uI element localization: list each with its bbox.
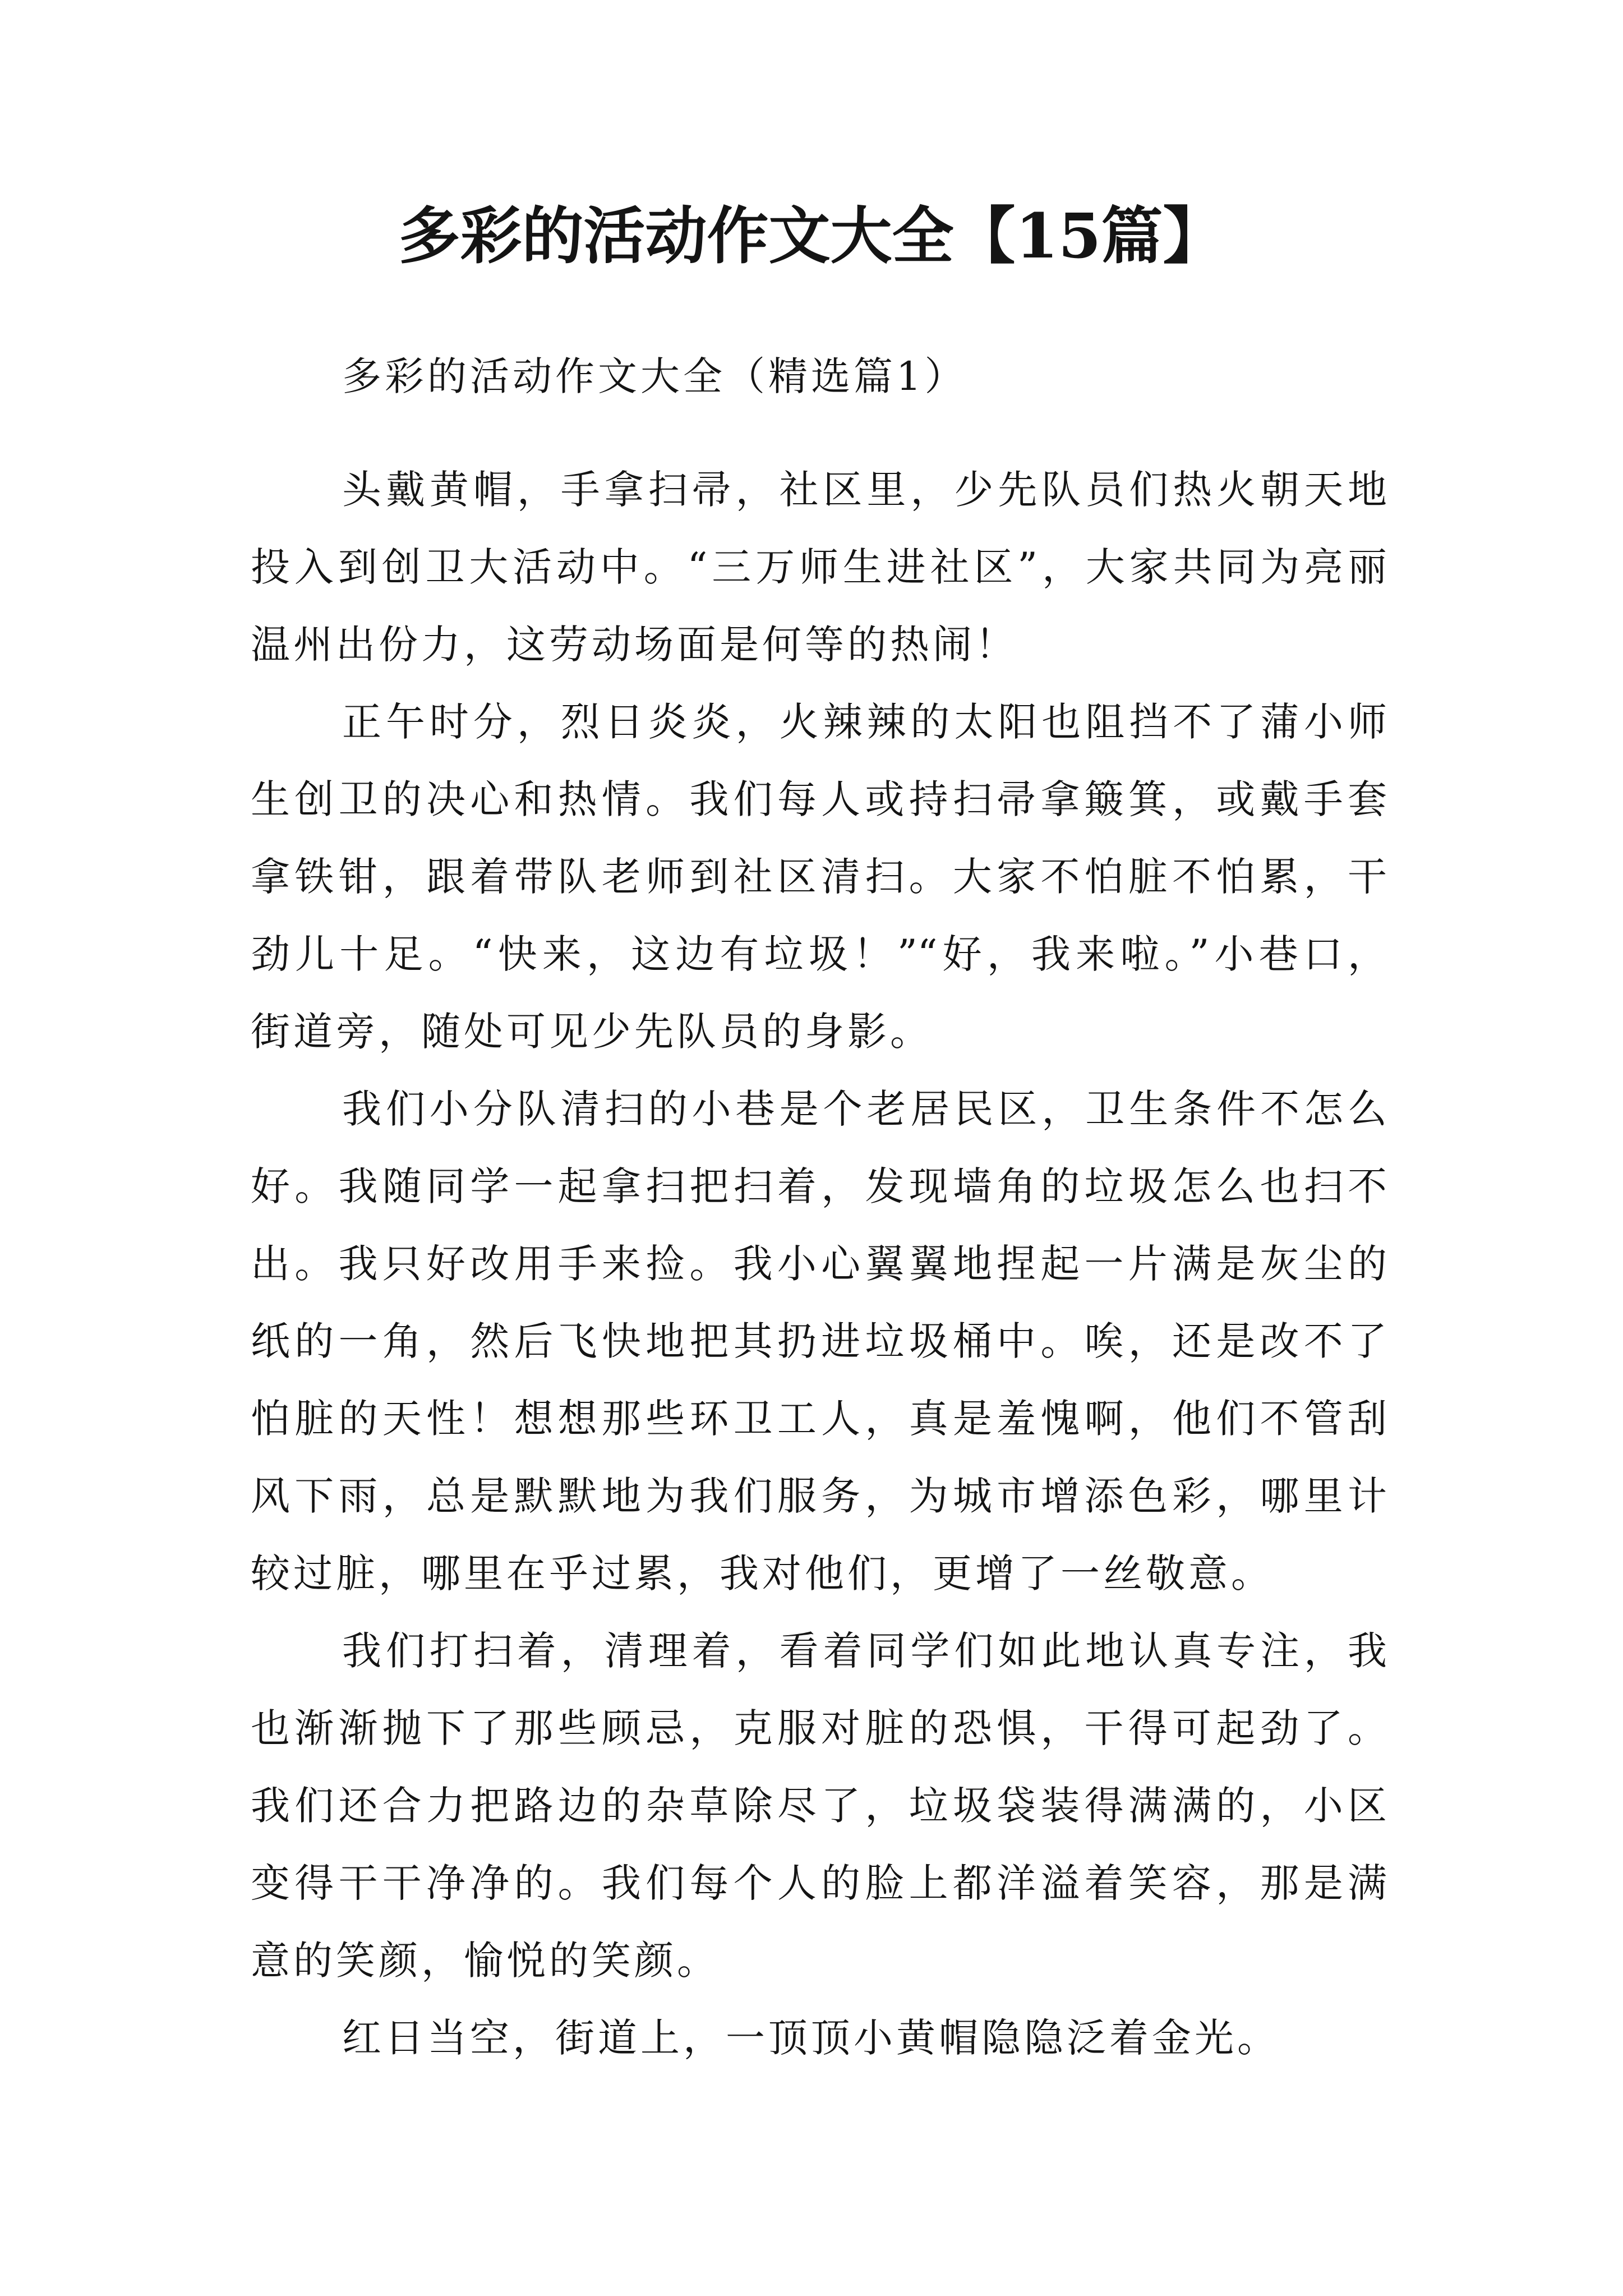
paragraph (251, 1612, 1387, 1999)
section-heading: 多彩的活动作文大全（精选篇1） (342, 353, 967, 399)
paragraph-line: 怕脏的天性！想想那些环卫工人，真是羞愧啊，他们不管刮 (251, 1396, 1387, 1442)
paragraph (251, 451, 1387, 683)
paragraph-line: 生创卫的决心和热情。我们每人或持扫帚拿簸箕，或戴手套 (251, 776, 1387, 822)
paragraph-line: 温州出份力，这劳动场面是何等的热闹！ (251, 622, 1018, 668)
paragraph-line: 我们还合力把路边的杂草除尽了，垃圾袋装得满满的，小区 (251, 1783, 1387, 1829)
paragraph-line: 头戴黄帽，手拿扫帚，社区里，少先队员们热火朝天地 (342, 467, 1387, 513)
paragraph-line: 正午时分，烈日炎炎，火辣辣的太阳也阻挡不了蒲小师 (342, 699, 1387, 745)
paragraph-line: 劲儿十足。“快来，这边有垃圾！”“好，我来啦。”小巷口， (251, 931, 1387, 977)
paragraph-line: 较过脏，哪里在乎过累，我对他们，更增了一丝敬意。 (251, 1550, 1274, 1596)
paragraph-line: 也渐渐抛下了那些顾忌，克服对脏的恐惧，干得可起劲了。 (251, 1705, 1387, 1751)
paragraph-line: 我们小分队清扫的小巷是个老居民区，卫生条件不怎么 (342, 1086, 1387, 1132)
paragraph (251, 683, 1387, 1070)
paragraph-line: 红日当空，街道上，一顶顶小黄帽隐隐泛着金光。 (342, 2015, 1280, 2061)
paragraph-line: 街道旁，随处可见少先队员的身影。 (251, 1009, 933, 1055)
paragraph-line: 出。我只好改用手来捡。我小心翼翼地捏起一片满是灰尘的 (251, 1241, 1387, 1287)
paragraph-line: 好。我随同学一起拿扫把扫着，发现墙角的垃圾怎么也扫不 (251, 1163, 1387, 1209)
paragraph-line: 风下雨，总是默默地为我们服务，为城市增添色彩，哪里计 (251, 1473, 1387, 1519)
essay-body (251, 451, 1387, 2077)
paragraph (251, 1070, 1387, 1612)
paragraph (251, 1999, 1387, 2077)
paragraph-line: 投入到创卫大活动中。“三万师生进社区”，大家共同为亮丽 (251, 544, 1387, 590)
paragraph-line: 纸的一角，然后飞快地把其扔进垃圾桶中。唉，还是改不了 (251, 1318, 1387, 1364)
paragraph-line: 意的笑颜，愉悦的笑颜。 (251, 1938, 720, 1984)
paragraph-line: 拿铁钳，跟着带队老师到社区清扫。大家不怕脏不怕累，干 (251, 854, 1387, 900)
paragraph-line: 我们打扫着，清理着，看着同学们如此地认真专注，我 (342, 1628, 1387, 1674)
paragraph-line: 变得干干净净的。我们每个人的脸上都洋溢着笑容，那是满 (251, 1860, 1387, 1906)
document-title: 多彩的活动作文大全【15篇】 (398, 200, 1225, 272)
